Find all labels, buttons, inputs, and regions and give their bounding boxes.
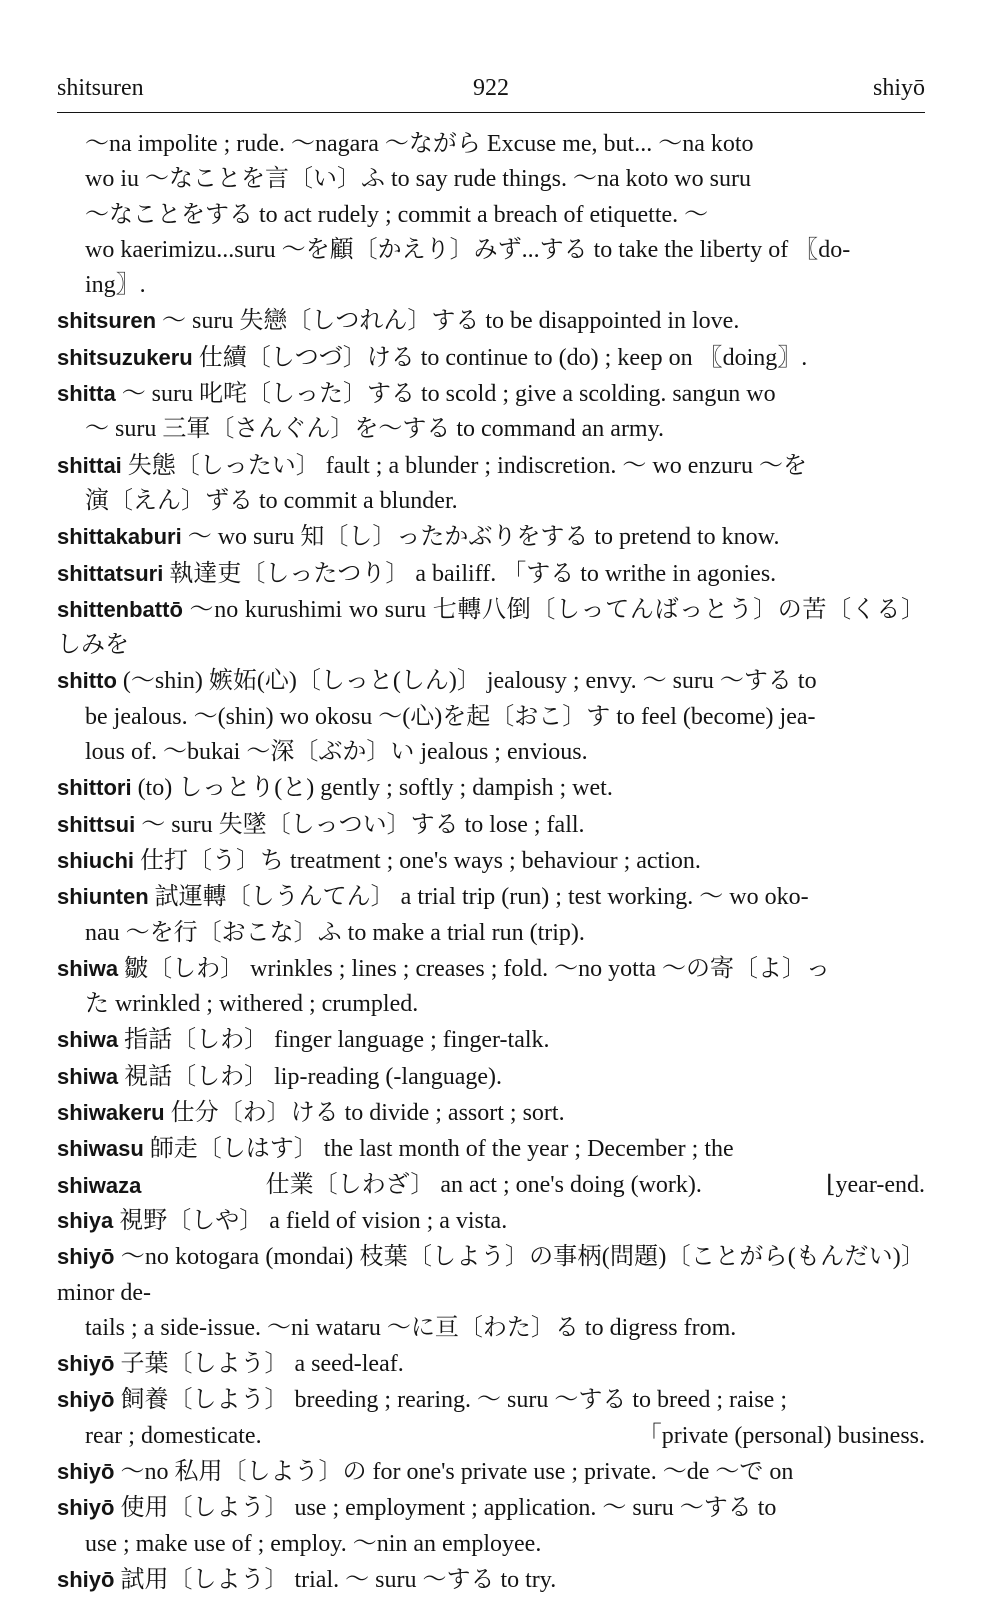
entry-text: ～no 私用〔しよう〕の for one's private use ; private. ～de ～で on — [120, 1458, 794, 1485]
entry-headword: shittatsuri — [57, 560, 164, 586]
entry-text: 仕續〔しつづ〕ける to continue to (do) ; keep on 〖doing〗. — [198, 344, 808, 371]
entry-text: 子葉〔しよう〕 a seed-leaf. — [120, 1351, 404, 1378]
entry-headword: shiwaza — [57, 1172, 142, 1198]
dictionary-entry — [57, 1059, 925, 1095]
dictionary-entry — [57, 1454, 925, 1490]
entry-text: tails ; a side-issue. ～ni wataru ～に亘〔わた〕る to digress from. — [85, 1314, 737, 1341]
entry-headword: shiunten — [57, 884, 149, 910]
entry-continuation-line — [57, 735, 925, 770]
runover-text: 「private (personal) business. — [637, 1422, 925, 1449]
dictionary-entry — [57, 1095, 925, 1131]
dictionary-entry — [57, 1490, 925, 1526]
entry-text: た wrinkled ; withered ; crumpled. — [85, 991, 419, 1018]
entry-continuation-line — [57, 162, 925, 197]
entry-continuation-line — [57, 987, 925, 1022]
entry-text: 仕分〔わ〕ける to divide ; assort ; sort. — [170, 1100, 565, 1127]
entry-text: 失態〔しったい〕 fault ; a blunder ; indiscretion. ～ wo enzuru ～を — [127, 452, 808, 479]
entry-text: ～na impolite ; rude. ～nagara ～ながら Excuse me, but... ～na koto — [85, 131, 754, 157]
entry-headword: shittori — [57, 775, 132, 801]
dictionary-entry — [57, 376, 925, 412]
entry-text: 執達吏〔しったつり〕 a bailiff. 「する to writhe in agonies. — [169, 560, 777, 587]
entry-headword: shitsuzukeru — [57, 344, 193, 370]
entry-text: ～no kurushimi wo suru 七轉八倒〔しってんばっとう〕の苦〔くる〕しみを — [57, 596, 926, 659]
page-number: 922 — [473, 75, 509, 101]
entry-continuation-line — [57, 233, 925, 268]
entry-headword: shittakaburi — [57, 524, 182, 550]
entry-headword: shitta — [57, 381, 116, 407]
entry-headword: shiya — [57, 1207, 114, 1233]
entry-text: 演〔えん〕ずる to commit a blunder. — [85, 487, 458, 514]
entry-text: rear ; domesticate. — [85, 1422, 262, 1449]
entry-headword: shiyō — [57, 1244, 115, 1270]
runover-text: ⌊year-end. — [826, 1171, 925, 1198]
entry-text: 仕打〔う〕ち treatment ; one's ways ; behaviour ; action. — [140, 847, 701, 874]
dictionary-entry — [57, 556, 925, 592]
entry-headword: shiyō — [57, 1458, 115, 1484]
dictionary-entry — [57, 663, 925, 699]
entry-text: 視野〔しや〕 a field of vision ; a vista. — [119, 1207, 508, 1234]
dictionary-entry — [57, 1346, 925, 1382]
dictionary-entry — [57, 340, 925, 376]
entry-headword: shiyō — [57, 1566, 115, 1592]
dictionary-entry — [57, 807, 925, 843]
dictionary-entry — [57, 448, 925, 484]
dictionary-entry — [57, 1203, 925, 1239]
entry-headword: shiwa — [57, 1027, 119, 1053]
entry-text: wo iu ～なことを言〔い〕ふ to say rude things. ～na koto wo suru — [85, 166, 751, 193]
entry-text: wo kaerimizu...suru ～を顧〔かえり〕みず...する to take the liberty of 〖do- — [85, 236, 851, 263]
entry-headword: shitto — [57, 668, 117, 694]
entry-text: lous of. ～bukai ～深〔ぶか〕い jealous ; envious. — [85, 739, 588, 766]
entry-continuation-line — [57, 127, 925, 162]
dictionary-entry — [57, 592, 925, 664]
entry-headword: shiwa — [57, 955, 119, 981]
entry-continuation-line — [57, 916, 925, 951]
entry-text: use ; make use of ; employ. ～nin an employee. — [85, 1530, 542, 1557]
dictionary-entry — [57, 1562, 925, 1598]
entry-headword: shiwa — [57, 1063, 119, 1089]
dictionary-entry — [57, 519, 925, 555]
entry-text: ～なことをする to act rudely ; commit a breach of etiquette. ～ — [85, 201, 709, 228]
entry-text: 試用〔しよう〕 trial. ～ suru ～する to try. — [120, 1566, 557, 1593]
entry-text: ～ suru 失墜〔しっつい〕する to lose ; fall. — [141, 811, 585, 838]
entry-continuation-line — [57, 1527, 925, 1562]
entry-headword: shittai — [57, 452, 122, 478]
entry-headword: shiuchi — [57, 847, 135, 873]
header-rule — [57, 112, 925, 113]
entry-headword: shiwasu — [57, 1136, 144, 1162]
entry-text: 視話〔しわ〕 lip-reading (-language). — [124, 1063, 503, 1090]
running-header — [57, 68, 925, 108]
entry-text: ～ suru 失戀〔しつれん〕する to be disappointed in love. — [162, 308, 740, 335]
entry-continuation-line — [57, 268, 925, 303]
entry-continuation-line — [57, 1419, 925, 1454]
entry-text: 師走〔しはす〕 the last month of the year ; December ; the — [149, 1136, 734, 1163]
entry-text: 試運轉〔しうんてん〕 a trial trip (run) ; test working. ～ wo oko- — [154, 884, 809, 911]
entry-continuation-line — [57, 412, 925, 447]
header-left-guideword: shitsuren — [57, 75, 144, 101]
dictionary-entry — [57, 879, 925, 915]
entry-text: (～shin) 嫉妬(心)〔しっと(しん)〕 jealousy ; envy. ～ suru ～する to — [122, 668, 817, 695]
dictionary-entry — [57, 303, 925, 339]
entry-text: ～no kotogara (mondai) 枝葉〔しよう〕の事柄(問題)〔ことがら(もんだい)〕 minor de- — [57, 1244, 926, 1306]
entry-headword: shitsuren — [57, 308, 157, 334]
entry-text: ～ suru 三軍〔さんぐん〕を～する to command an army. — [85, 416, 665, 443]
entry-headword: shiyō — [57, 1351, 115, 1377]
dictionary-entry — [57, 770, 925, 806]
entry-text: ing〗. — [85, 272, 146, 299]
entry-text: 仕業〔しわざ〕 an act ; one's doing (work). — [265, 1171, 702, 1198]
entry-text: ～ wo suru 知〔し〕ったかぶりをする to pretend to know. — [187, 524, 780, 551]
dictionary-entry — [57, 1382, 925, 1418]
entry-headword: shittsui — [57, 811, 136, 837]
entry-continuation-line — [57, 1311, 925, 1346]
entry-headword: shiyō — [57, 1387, 115, 1413]
entry-continuation-line — [57, 198, 925, 233]
entry-headword: shittenbattō — [57, 596, 183, 622]
entry-text: ～ suru 叱咤〔しった〕する to scold ; give a scolding. sangun wo — [121, 381, 776, 408]
dictionary-entry — [57, 1022, 925, 1058]
entry-text: nau ～を行〔おこな〕ふ to make a trial run (trip). — [85, 919, 585, 946]
entry-text: 指話〔しわ〕 finger language ; finger-talk. — [124, 1027, 550, 1054]
entry-text: (to) しっとり(と) gently ; softly ; dampish ; wet. — [137, 775, 613, 802]
entry-headword: shiyō — [57, 1495, 115, 1521]
header-right-guideword: shiyō — [872, 75, 925, 101]
entry-headword: shiwakeru — [57, 1100, 165, 1126]
dictionary-entry — [57, 1239, 925, 1311]
entry-continuation-line — [57, 484, 925, 519]
dictionary-entry — [57, 1131, 925, 1167]
entry-continuation-line — [57, 700, 925, 735]
dictionary-entry — [57, 1168, 925, 1203]
dictionary-entries — [57, 127, 925, 1598]
dictionary-entry — [57, 843, 925, 879]
entry-text: 皺〔しわ〕 wrinkles ; lines ; creases ; fold. ～no yotta ～の寄〔よ〕っ — [124, 955, 831, 982]
entry-text: be jealous. ～(shin) wo okosu ～(心)を起〔おこ〕す to feel (become) jea- — [85, 703, 816, 730]
entry-text: 使用〔しよう〕 use ; employment ; application. ～ suru ～する to — [120, 1495, 777, 1522]
dictionary-entry — [57, 951, 925, 987]
entry-text: 飼養〔しよう〕 breeding ; rearing. ～ suru ～する to breed ; raise ; — [120, 1387, 787, 1414]
